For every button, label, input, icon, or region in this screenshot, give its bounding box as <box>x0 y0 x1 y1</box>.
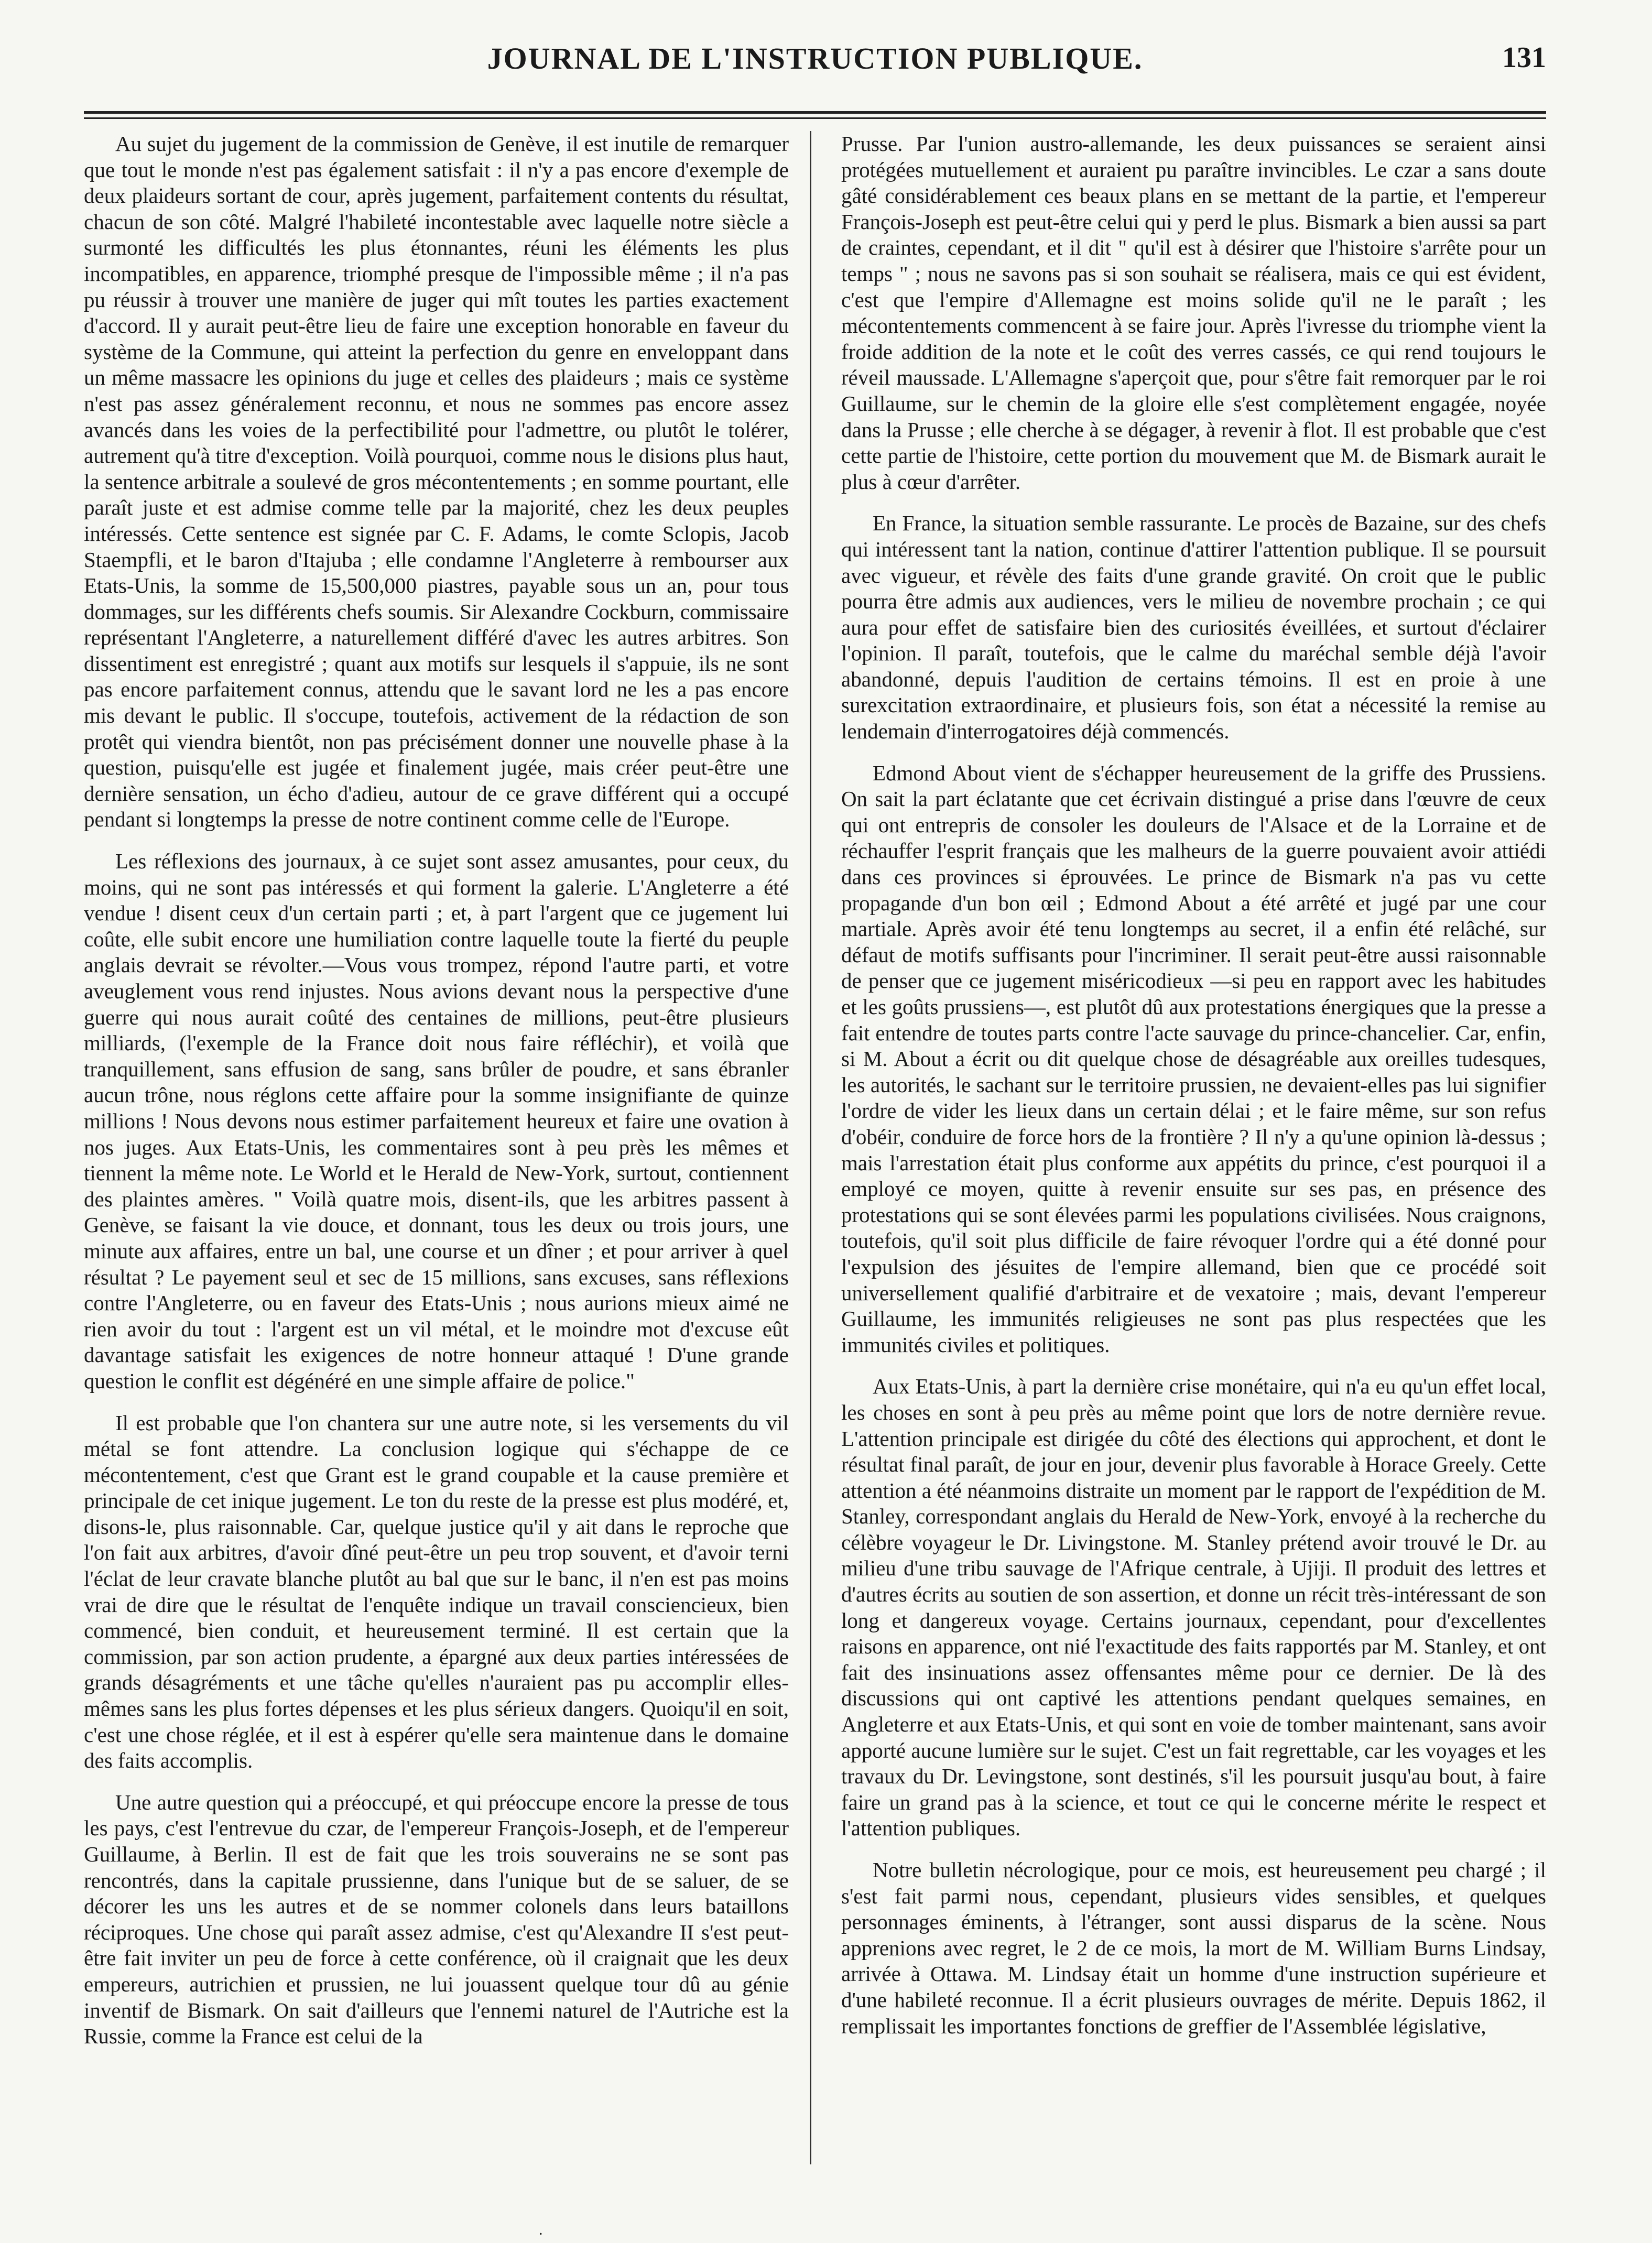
paragraph: Edmond About vient de s'échapper heureusement de la griffe des Prussiens. On sait la part éclatante que cet écrivain distingué a prise dans l'œuvre de ceux qui ont entrepris de consoler les douleurs de l'Alsace et de la Lorraine et de réchauffer l'esprit français que les malheurs de la guerre pouvaient avoir attiédi dans ces provinces si éprouvées. Le prince de Bismark n'a pas vu cette propagande d'un bon œil ; Edmond About a été arrêté et jugé par une cour martiale. Après avoir été tenu longtemps au secret, il a enfin été relâché, sur défaut de motifs suffisants pour l'incriminer. Il serait peut-être aussi raisonnable de penser que ce jugement miséricodieux —si peu en rapport avec les habitudes et les goûts prussiens—, est plutôt dû aux protestations énergiques que la presse a fait entendre de toutes parts contre l'acte sauvage du prince-chancelier. Car, enfin, si M. About a écrit ou dit quelque chose de désagréable aux oreilles tudesques, les autorités, le sachant sur le territoire prussien, ne devaient-elles pas lui signifier l'ordre de vider les lieux dans un certain délai ; et le faire même, sur son refus d'obéir, conduire de force hors de la frontière ? Il n'y a qu'une opinion là-dessus ; mais l'arrestation était plus conforme aux appétits du prince, c'est pourquoi il a employé ce moyen, quitte à revenir ensuite sur ses pas, en présence des protestations qui se sont élevées parmi les populations civilisées. Nous craignons, toutefois, qu'il soit plus difficile de faire révoquer l'ordre qui a été donné pour l'expulsion des jésuites de l'empire allemand, bien que ce procédé soit universellement qualifié d'arbitraire et de vexatoire ; mais, devant l'empereur Guillaume, les immunités religieuses ne sont pas plus respectées que les immunités civiles et politiques. <box>841 760 1546 1357</box>
left-column <box>84 131 789 2175</box>
right-column <box>841 131 1546 2175</box>
footer-mark: . <box>539 2221 543 2238</box>
paragraph: Il est probable que l'on chantera sur une autre note, si les versements du vil métal se font attendre. La conclusion logique qui s'échappe de ce mécontentement, c'est que Grant est le grand coupable et la cause première et principale de cet inique jugement. Le ton du reste de la presse est plus modéré, et, disons-le, plus raisonnable. Car, quelque justice qu'il y ait dans le reproche que l'on fait aux arbitres, d'avoir dîné peut-être un peu trop souvent, et d'avoir terni l'éclat de leur cravate blanche plutôt au bal que sur le banc, il n'en est pas moins vrai de dire que le résultat de l'enquête indique un travail consciencieux, bien commencé, bien conduit, et heureusement terminé. Il est certain que la commission, par son action prudente, a épargné aux deux parties intéressées de grands désagréments et une tâche qu'elles n'auraient pas pu accomplir elles-mêmes sans les plus fortes dépenses et les plus sérieux dangers. Quoiqu'il en soit, c'est une chose réglée, et il est à espérer qu'elle sera maintenue dans le domaine des faits accomplis. <box>84 1410 789 1773</box>
paragraph: Notre bulletin nécrologique, pour ce mois, est heureusement peu chargé ; il s'est fait parmi nous, cependant, plusieurs vides sensibles, et quelques personnages éminents, à l'étranger, sont aussi disparus de la scène. Nous apprenions avec regret, le 2 de ce mois, la mort de M. William Burns Lindsay, arrivée à Ottawa. M. Lindsay était un homme d'une instruction supérieure et d'une habileté reconnue. Il a écrit plusieurs ouvrages de mérite. Depuis 1862, il remplissait les importantes fonctions de greffier de l'Assemblée législative, <box>841 1858 1546 2038</box>
column-divider <box>810 131 811 2164</box>
paragraph: Au sujet du jugement de la commission de Genève, il est inutile de remarquer que tout le monde n'est pas également satisfait : il n'y a pas encore d'exemple de deux plaideurs sortant de cour, après jugement, parfaitement contents du résultat, chacun de son côté. Malgré l'habileté incontestable avec laquelle notre siècle a surmonté les difficultés les plus étonnantes, réuni les éléments les plus incompatibles, en apparence, triomphé presque de l'impossible même ; il n'a pas pu réussir à trouver une manière de juger qui mît toutes les parties exactement d'accord. Il y aurait peut-être lieu de faire une exception honorable en faveur du système de la Commune, qui atteint la perfection du genre en enveloppant dans un même massacre les opinions du juge et celles des plaideurs ; mais ce système n'est pas assez généralement reconnu, et nous ne sommes pas encore assez avancés dans les voies de la perfectibilité pour l'admettre, ou plutôt le tolérer, autrement qu'à titre d'exception. Voilà pourquoi, comme nous le disions plus haut, la sentence arbitrale a soulevé de gros mécontentements ; en somme pourtant, elle paraît juste et est admise comme telle par la majorité, chez les deux peuples intéressés. Cette sentence est signée par C. F. Adams, le comte Sclopis, Jacob Staempfli, et le baron d'Itajuba ; elle condamne l'Angleterre à rembourser aux Etats-Unis, la somme de 15,500,000 piastres, payable sous un an, pour tous dommages, sur les différents chefs soumis. Sir Alexandre Cockburn, commissaire représentant l'Angleterre, a naturellement différé d'avec les autres arbitres. Son dissentiment est enregistré ; quant aux motifs sur lesquels il s'appuie, ils ne sont pas encore parfaitement connus, attendu que le savant lord ne les a pas encore mis devant le public. Il s'occupe, toutefois, activement de la rédaction de son protêt qui viendra bientôt, non pas précisément donner une nouvelle phase à la question, puisqu'elle est jugée et finalement jugée, mais créer peut-être une dernière sensation, un écho d'adieu, autour de ce grave différent qui a occupé pendant si longtemps la presse de notre continent comme celle de l'Europe. <box>84 132 789 832</box>
paragraph: Aux Etats-Unis, à part la dernière crise monétaire, qui n'a eu qu'un effet local, les choses en sont à peu près au même point que lors de notre dernière revue. L'attention principale est dirigée du côté des élections qui approchent, et dont le résultat final paraît, de jour en jour, devenir plus favorable à Horace Greely. Cette attention a été néanmoins distraite un moment par le rapport de l'expédition de M. Stanley, correspondant anglais du Herald de New-York, envoyé à la recherche du célèbre voyageur le Dr. Livingstone. M. Stanley prétend avoir trouvé le Dr. au milieu d'une tribu sauvage de l'Afrique centrale, à Ujiji. Il produit des lettres et d'autres écrits au soutien de son assertion, et donne un récit très-intéressant de son long et dangereux voyage. Certains journaux, cependant, pour d'excellentes raisons en apparence, ont nié l'exactitude des faits rapportés par M. Stanley, et ont fait des insinuations assez offensantes même pour ce dernier. De là des discussions qui ont captivé les attentions pendant quelques semaines, en Angleterre et aux Etats-Unis, et qui sont en voie de tomber maintenant, sans avoir apporté aucune lumière sur le sujet. C'est un fait regrettable, car les voyages et les travaux du Dr. Levingstone, sont destinés, s'il les poursuit jusqu'au bout, à faire faire un grand pas à la science, et tout ce qui le concerne mérite le respect et l'attention publiques. <box>841 1374 1546 1841</box>
paragraph: En France, la situation semble rassurante. Le procès de Bazaine, sur des chefs qui intéressent tant la nation, continue d'attirer l'attention publique. Il se poursuit avec vigueur, et révèle des faits d'une grande gravité. On croit que le public pourra être admis aux audiences, vers le milieu de novembre prochain ; ce qui aura pour effet de satisfaire bien des curiosités éveillées, et surtout d'éclairer l'opinion. Il paraît, toutefois, que le calme du maréchal semble déjà l'avoir abandonné, depuis l'audition de certains témoins. Il est en proie à une surexcitation extraordinaire, et plusieurs fois, son état a nécessité la remise au lendemain d'interrogatoires déjà commencés. <box>841 511 1546 744</box>
paragraph: Une autre question qui a préoccupé, et qui préoccupe encore la presse de tous les pays, c'est l'entrevue du czar, de l'empereur François-Joseph, et de l'empereur Guillaume, à Berlin. Il est de fait que les trois souverains ne se sont pas rencontrés, dans la capitale prussienne, dans l'unique but de se saluer, de se décorer les uns les autres et de se nommer colonels dans leurs bataillons réciproques. Une chose qui paraît assez admise, c'est qu'Alexandre II s'est peut-être fait inviter un peu de force à cette conférence, où il craignait que les deux empereurs, autrichien et prussien, ne lui jouassent quelque tour dû au génie inventif de Bismark. On sait d'ailleurs que l'ennemi naturel de l'Autriche est la Russie, comme la France est celui de la <box>84 1790 789 2049</box>
paragraph: Prusse. Par l'union austro-allemande, les deux puissances se seraient ainsi protégées mutuellement et auraient pu paraître invincibles. Le czar a sans doute gâté considérablement ces beaux plans en se mettant de la partie, et l'empereur François-Joseph est peut-être celui qui y perd le plus. Bismark a bien aussi sa part de craintes, cependant, et il dit " qu'il est à désirer que l'histoire s'arrête pour un temps " ; nous ne savons pas si son souhait se réalisera, mais ce qui est évident, c'est que l'empire d'Allemagne est moins solide qu'il ne le paraît ; les mécontentements commencent à se faire jour. Après l'ivresse du triomphe vient la froide addition de la note et le coût des verres cassés, ce qui rend toujours le réveil maussade. L'Allemagne s'aperçoit que, pour s'être fait remorquer par le roi Guillaume, sur le chemin de la gloire elle s'est complètement engagée, noyée dans la Prusse ; elle cherche à se dégager, à revenir à flot. Il est probable que c'est cette partie de l'histoire, cette portion du mouvement que M. de Bismark aurait le plus à cœur d'arrêter. <box>841 132 1546 494</box>
journal-title: JOURNAL DE L'INSTRUCTION PUBLIQUE. <box>487 41 1143 75</box>
page-number: 131 <box>1502 41 1546 74</box>
header-rule-thin <box>84 117 1546 119</box>
header-rule <box>84 111 1546 114</box>
paragraph: Les réflexions des journaux, à ce sujet sont assez amusantes, pour ceux, du moins, qui ne sont pas intéressés et qui forment la galerie. L'Angleterre a été vendue ! disent ceux d'un certain parti ; et, à part l'argent que ce jugement lui coûte, elle subit encore une humiliation contre laquelle toute la fierté du peuple anglais devrait se révolter.—Vous vous trompez, répond l'autre parti, et votre aveuglement vous rend injustes. Nous avions devant nous la perspective d'une guerre qui nous aurait coûté des centaines de millions, peut-être plusieurs milliards, (l'exemple de la France doit nous faire réfléchir), et voilà que tranquillement, sans effusion de sang, sans brûler de poudre, et sans ébranler aucun trône, nous réglons cette affaire pour la somme insignifiante de quinze millions ! Nous devons nous estimer parfaitement heureux et faire une ovation à nos juges. Aux Etats-Unis, les commentaires sont à peu près les mêmes et tiennent la même note. Le World et le Herald de New-York, surtout, contiennent des plaintes amères. " Voilà quatre mois, disent-ils, que les arbitres passent à Genève, se faisant la vie douce, et donnant, tous les deux ou trois jours, une minute aux affaires, entre un bal, une course et un dîner ; et pour arriver à quel résultat ? Le payement seul et sec de 15 millions, sans excuses, sans réflexions contre l'Angleterre, ou en faveur des Etats-Unis ; nous aurions mieux aimé ne rien avoir du tout : l'argent est un vil métal, et le moindre mot d'excuse eût davantage satisfait les exigences de notre honneur attaqué ! D'une grande question le conflit est dégénéré en une simple affaire de police." <box>84 849 789 1393</box>
running-header <box>84 31 1546 89</box>
